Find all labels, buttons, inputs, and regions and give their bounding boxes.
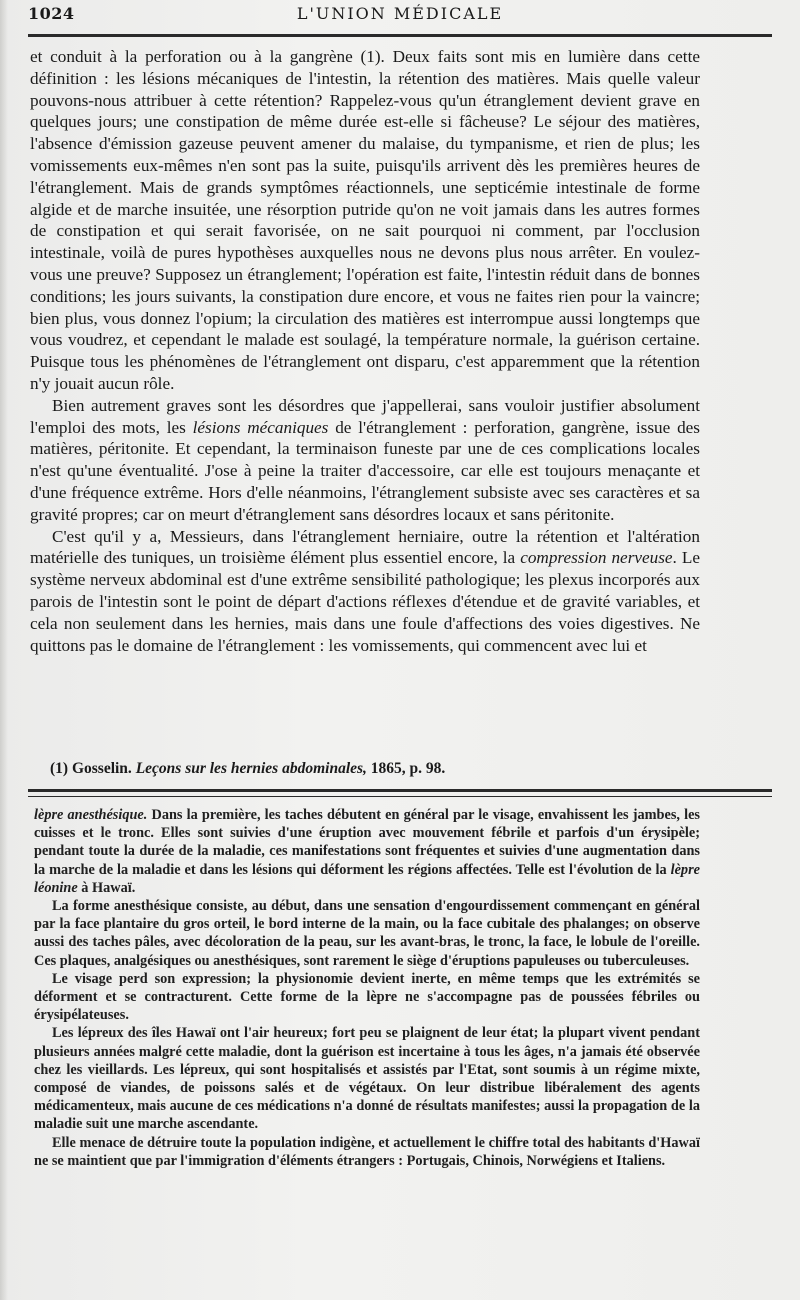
feuilleton-rule-bottom bbox=[28, 796, 772, 797]
italic-term: lèpre anesthésique. bbox=[34, 807, 148, 823]
binding-shadow bbox=[0, 0, 8, 1300]
feuilleton-paragraph-1: lèpre anesthésique. Dans la première, les taches débutent en général par le visage, envahissent les jambes, les cuisses et le tronc. Elles sont suivies d'une éruption avec mouvement fébrile et parfois d'un érysipèle; pendant toute la durée de la maladie, ces manifestations sont fréquentes et suivies d'une augmentation dans la marche de la maladie et dans les lésions qui déforment les régions affectées. Telle est l'évolution de la lèpre léonine à Hawaï. bbox=[34, 807, 700, 896]
italic-term: compression nerveuse bbox=[520, 548, 673, 568]
italic-term: lésions mécaniques bbox=[192, 417, 329, 437]
journal-title: L'UNION MÉDICALE bbox=[296, 4, 504, 23]
italic-term: lèpre léonine bbox=[34, 861, 700, 896]
running-header bbox=[28, 4, 772, 26]
feuilleton-rule-top bbox=[28, 789, 772, 792]
footnote-title: Leçons sur les hernies abdominales, bbox=[135, 760, 367, 777]
feuilleton-section bbox=[34, 806, 700, 1170]
feuilleton-paragraph-5: Elle menace de détruire toute la population indigène, et actuellement le chiffre total des habitants d'Hawaï ne se maintient que par l'immigration d'éléments étrangers : Portugais, Chinois, Norwégiens et Italiens. bbox=[34, 1134, 700, 1169]
article-paragraph-1: et conduit à la perforation ou à la gangrène (1). Deux faits sont mis en lumière dans cette définition : les lésions mécaniques de l'intestin, la rétention des matières. Mais quelle valeur pouvons-nous attribuer à cette rétention? Rappelez-vous qu'un étranglement devient grave en quelques jours; une constipation de même durée est-elle si fâcheuse? Le séjour des matières, l'absence d'émission gazeuse peuvent amener du malaise, du tympanisme, et rien de plus; les vomissements eux-mêmes n'en sont pas la suite, puisqu'ils arrivent dès les premières heures de l'étranglement. Mais de grands symptômes réactionnels, une septicémie intestinale de forme algide et de marche insuitée, une résorption putride qu'on ne voit jamais dans les autres formes de constipation et qui serait favorisée, on ne sait pourquoi ni comment, par l'occlusion intestinale, voilà de pures hypothèses auxquelles nous ne devons plus nous arrêter. En voulez-vous une preuve? Supposez un étranglement; l'opération est faite, l'intestin réduit dans de bonnes conditions; les jours suivants, la constipation dure encore, et vous ne faites rien pour la vaincre; bien plus, vous donnez l'opium; la circulation des matières est interrompue aussi longtemps que vous voudrez, et cependant le malade est soulagé, la température normale, la guérison certaine. Puisque tous les phénomènes de l'étranglement ont disparu, c'est apparemment que la rétention n'y jouait aucun rôle. bbox=[30, 47, 700, 393]
article-paragraph-3: C'est qu'il y a, Messieurs, dans l'étranglement herniaire, outre la rétention et l'altération matérielle des tuniques, un troisième élément plus essentiel encore, la compression nerveuse. Le système nerveux abdominal est d'une extrême sensibilité pathologique; les plexus incorporés aux parois de l'intestin sont le point de départ d'actions réflexes d'étendue et de gravité variables, et cela non seulement dans les hernies, mais dans une foule d'affections des voies digestives. Ne quittons pas le domaine de l'étranglement : les vomissements, qui commencent avec lui et bbox=[30, 526, 700, 655]
header-rule bbox=[28, 34, 772, 37]
main-article bbox=[30, 46, 700, 656]
footnote: (1) Gosselin. Leçons sur les hernies abdominales, 1865, p. 98. bbox=[50, 760, 446, 777]
page-number: 1024 bbox=[28, 4, 75, 23]
feuilleton-paragraph-2: La forme anesthésique consiste, au début, dans une sensation d'engourdissement commençant en général par la face plantaire du gros orteil, le bord interne de la main, ou la face cubitale des phalanges; on observe aussi des taches pâles, avec décoloration de la peau, sur les avant-bras, le tronc, la face, le lobule de l'oreille. Ces plaques, analgésiques ou anesthésiques, sont rarement le siège d'éruptions papuleuses ou tuberculeuses. bbox=[34, 898, 700, 969]
feuilleton-paragraph-3: Le visage perd son expression; la physionomie devient inerte, en même temps que les extrémités se déforment et se contracturent. Cette forme de la lèpre ne s'accompagne pas de poussées fébriles ou érysipélateuses. bbox=[34, 970, 700, 1024]
article-paragraph-2: Bien autrement graves sont les désordres que j'appellerai, sans vouloir justifier absolument l'emploi des mots, les lésions mécaniques de l'étranglement : perforation, gangrène, issue des matières, péritonite. Et cependant, la terminaison funeste par une de ces complications locales n'est qu'une éventualité. J'ose à peine la traiter d'accessoire, car elle est toujours menaçante et d'une fréquence extrême. Hors d'elle néanmoins, l'étranglement subsiste avec ses caractères et sa gravité propres; car on meurt d'étranglement sans désordres locaux et sans péritonite. bbox=[30, 395, 700, 524]
feuilleton-paragraph-4: Les lépreux des îles Hawaï ont l'air heureux; fort peu se plaignent de leur état; la plupart vivent pendant plusieurs années malgré cette maladie, dont la guérison est incertaine à tous les âges, n'a jamais été observée chez les vieillards. Les lépreux, qui sont hospitalisés et assistés par l'Etat, sont soumis à un régime mixte, composé de viandes, de poissons salés et de végétaux. On leur distribue libéralement des agents médicamenteux, mais aucune de ces médications n'a donné de résultats manifestes; aussi la propagation de la maladie suit une marche ascendante. bbox=[34, 1025, 700, 1133]
